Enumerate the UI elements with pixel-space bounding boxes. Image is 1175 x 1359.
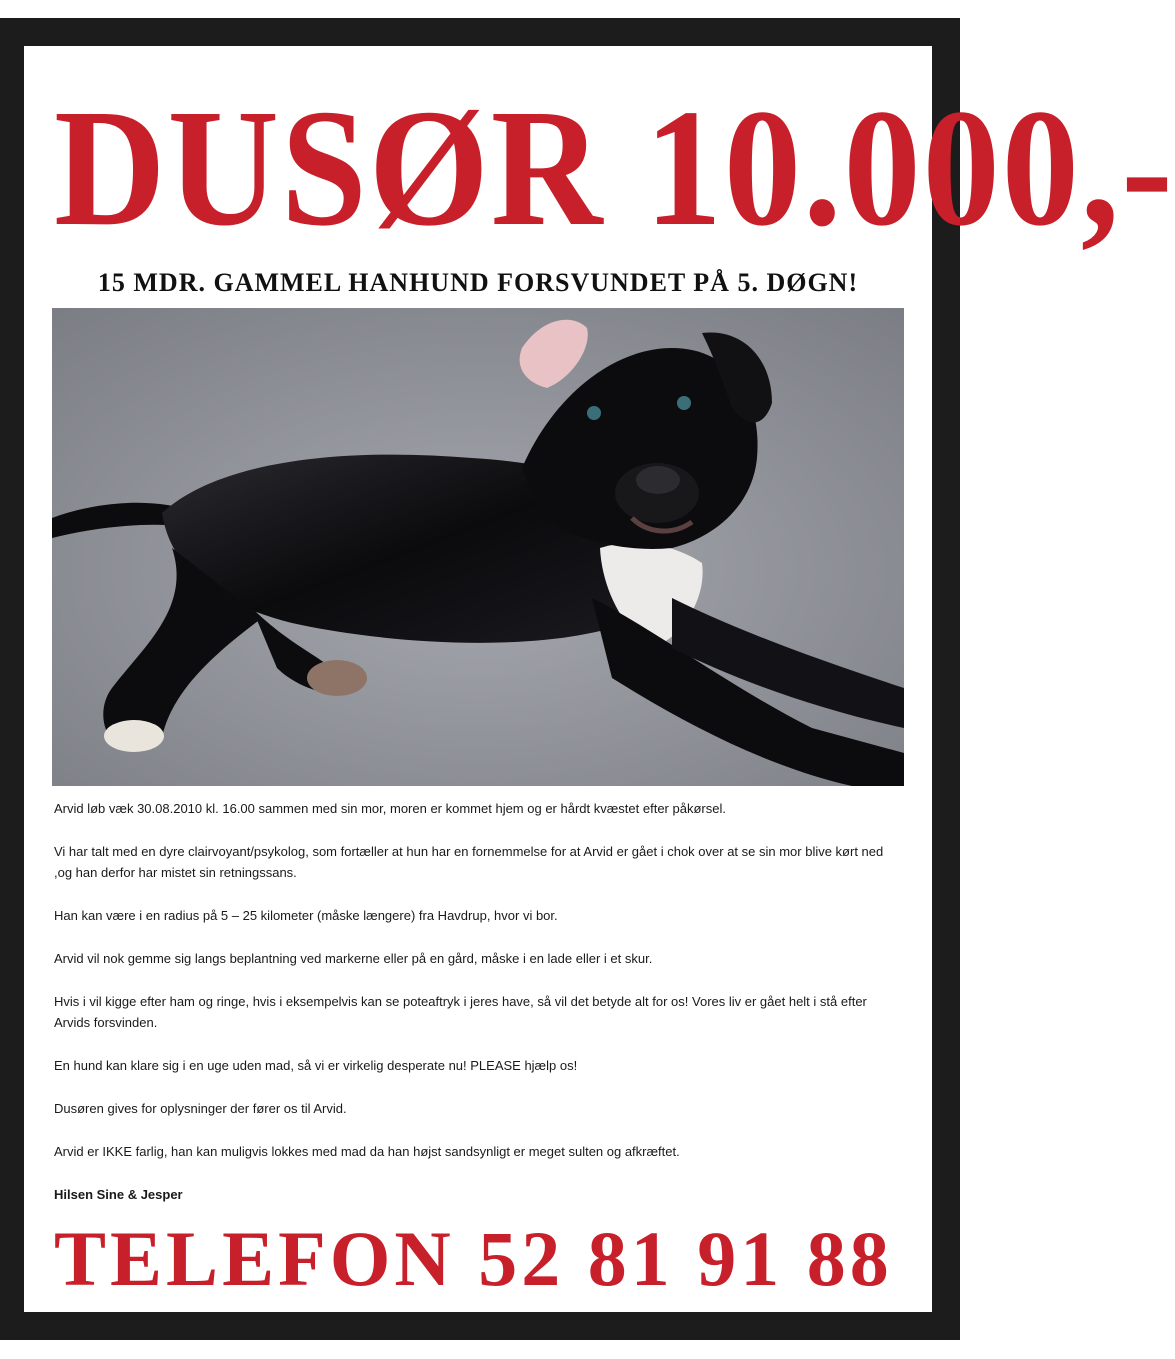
signature: Hilsen Sine & Jesper [54, 1187, 183, 1202]
poster-sheet [24, 46, 1175, 1312]
story-paragraph: Dusøren gives for oplysninger der fører os til Arvid. [54, 1101, 347, 1116]
dog-photo [52, 308, 904, 786]
story-paragraph: Hvis i vil kigge efter ham og ringe, hvis i eksempelvis kan se poteaftryk i jeres have, så vil det betyde alt for os! Vores liv er gået helt i stå efter Arvids forsvinden. [54, 994, 867, 1030]
story-paragraph: Han kan være i en radius på 5 – 25 kilometer (måske længere) fra Havdrup, hvor vi bor. [54, 908, 558, 923]
story-paragraph: En hund kan klare sig i en uge uden mad, så vi er virkelig desperate nu! PLEASE hjælp os! [54, 1058, 578, 1073]
story-paragraph: Arvid vil nok gemme sig langs beplantning ved markerne eller på en gård, måske i en lade eller i et skur. [54, 951, 653, 966]
story-paragraph: Arvid løb væk 30.08.2010 kl. 16.00 sammen med sin mor, moren er kommet hjem og er hårdt kvæstet efter påkørsel. [54, 801, 726, 816]
story-text [54, 798, 904, 1227]
story-paragraph: Vi har talt med en dyre clairvoyant/psykolog, som fortæller at hun har en fornemmelse for at Arvid er gået i chok over at se sin mor blive kørt ned ,og han derfor har mistet sin retningssans. [54, 844, 884, 880]
reward-headline: DUSØR 10.000,- [54, 75, 1175, 261]
missing-dog-subheadline: 15 MDR. GAMMEL HANHUND FORSVUNDET PÅ 5. DØGN! [97, 268, 859, 297]
phone-number: TELEFON 52 81 91 88 [54, 1215, 893, 1302]
poster-frame [0, 18, 1175, 1340]
story-paragraph: Arvid er IKKE farlig, han kan muligvis lokkes med mad da han højst sandsynligt er meget sulten og afkræftet. [54, 1144, 680, 1159]
